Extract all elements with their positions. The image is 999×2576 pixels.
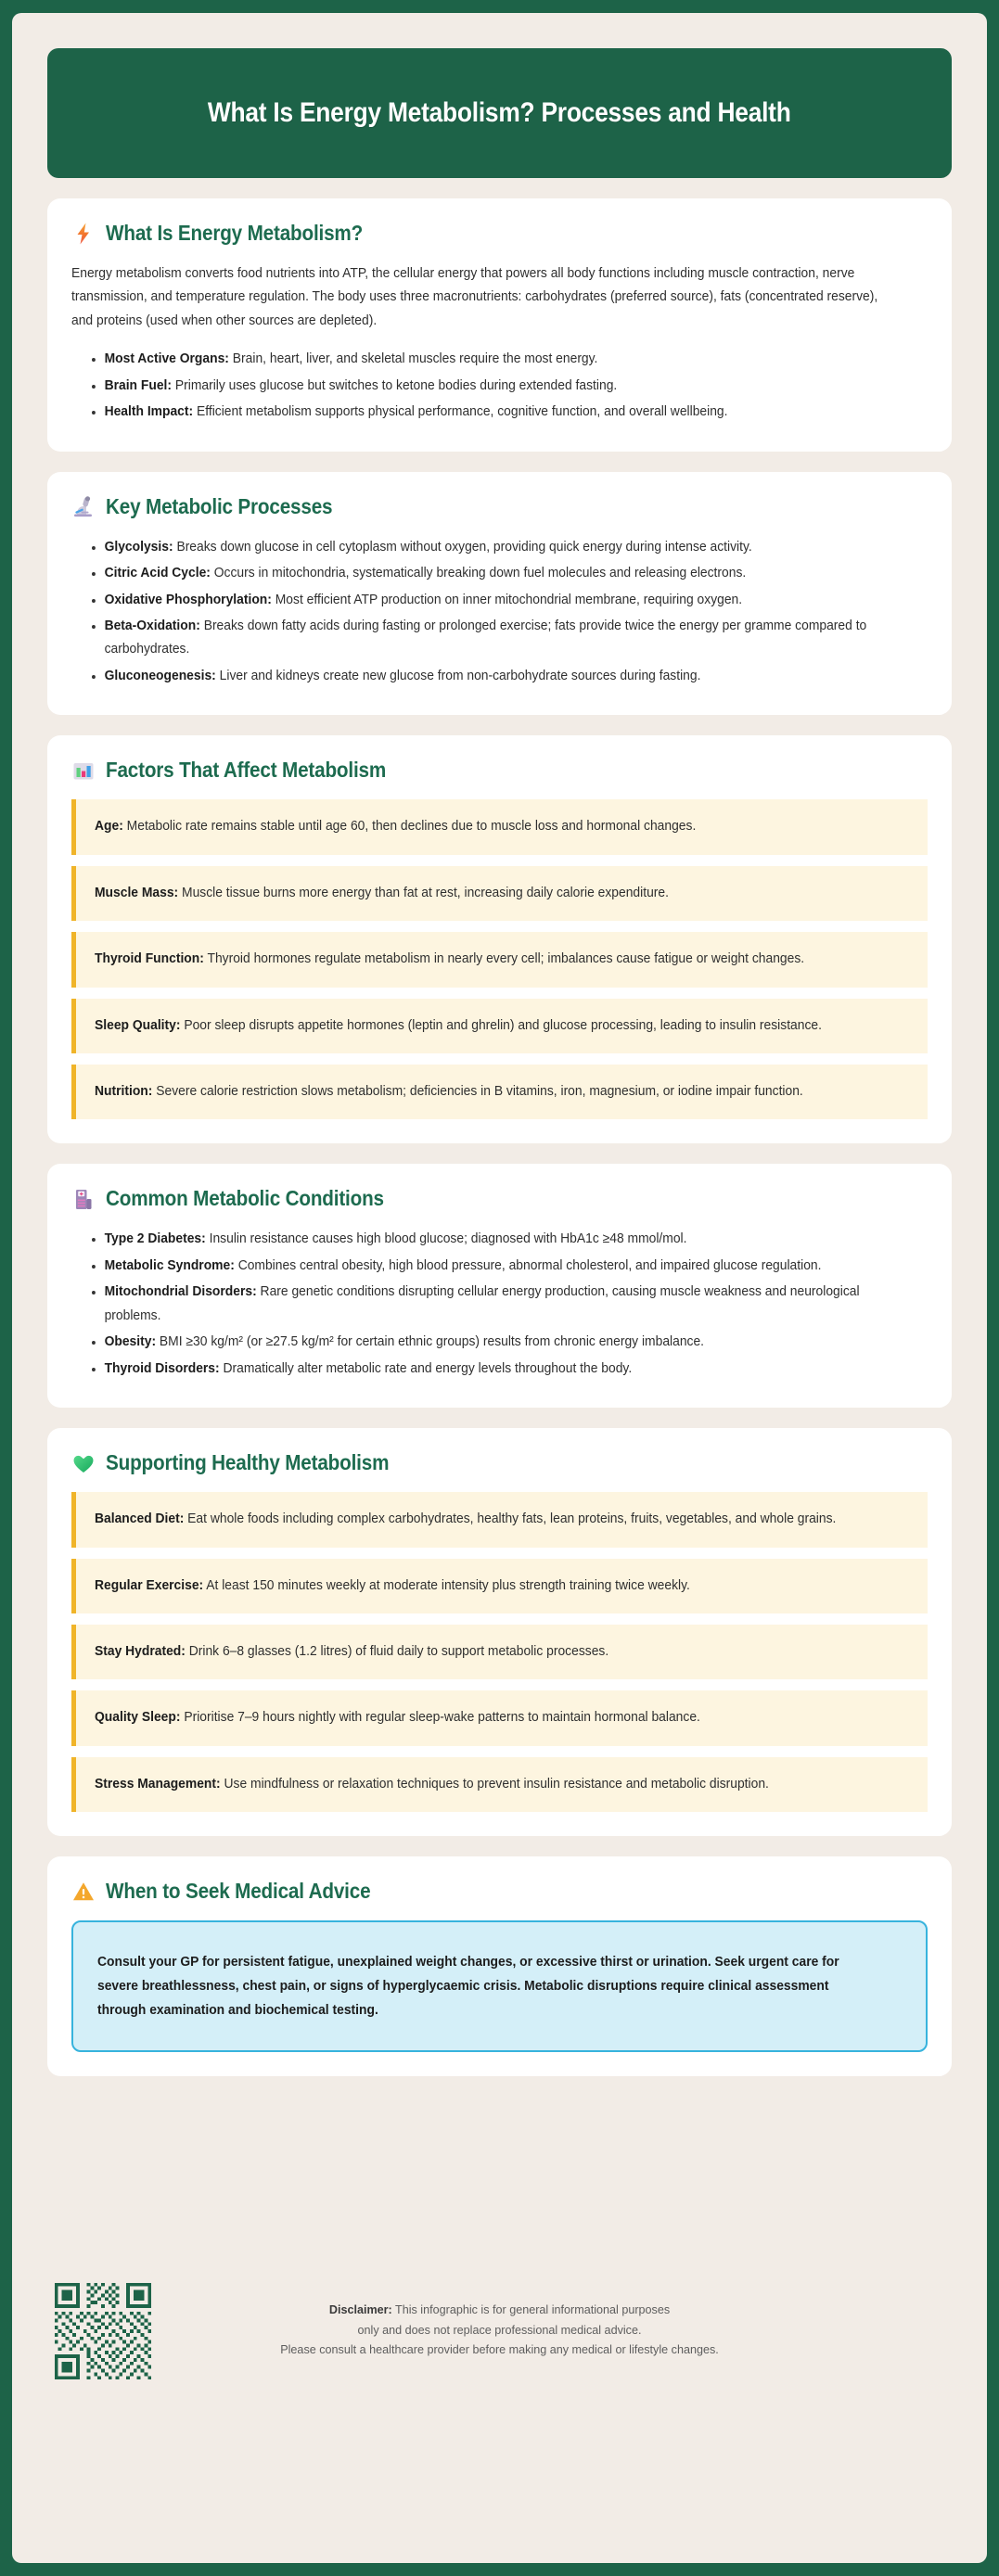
highlight-lead: Thyroid Function: bbox=[95, 951, 204, 967]
disclaimer-lead: Disclaimer: bbox=[328, 2303, 392, 2317]
highlight-lead: Sleep Quality: bbox=[95, 1017, 181, 1033]
bullet-lead: Obesity: bbox=[104, 1334, 157, 1350]
alert-text: Consult your GP for persistent fatigue, unexplained weight changes, or excessive thirst or urination. Seek urgent care for severe breathlessness, chest pain, or signs of hyperglycaemic crisis. Metabolic disruptions require clinical assessment through examination and biochemical testing. bbox=[97, 1955, 839, 2019]
highlight-lead: Stay Hydrated: bbox=[95, 1643, 186, 1659]
section-what-is-energy-metabolism bbox=[47, 198, 952, 452]
bullet-lead: Mitochondrial Disorders: bbox=[104, 1284, 257, 1300]
highlight-card bbox=[71, 866, 928, 921]
bullet-lead: Oxidative Phosphorylation: bbox=[104, 592, 272, 607]
bullet-text: Combines central obesity, high blood pressure, abnormal cholesterol, and impaired glucose regulation. bbox=[234, 1257, 822, 1273]
bullet-text: Rare genetic conditions disrupting cellular energy production, causing muscle weakness and neurological problems. bbox=[104, 1284, 860, 1323]
green-heart-icon bbox=[71, 1451, 96, 1475]
bullet-text: Brain, heart, liver, and skeletal muscles require the most energy. bbox=[228, 351, 598, 367]
highlight-text: Poor sleep disrupts appetite hormones (leptin and ghrelin) and glucose processing, leading to insulin resistance. bbox=[180, 1017, 822, 1033]
list-item bbox=[92, 1331, 903, 1354]
list-item bbox=[92, 665, 903, 688]
bullet-lead: Thyroid Disorders: bbox=[104, 1360, 220, 1376]
highlight-card bbox=[71, 1559, 928, 1613]
highlight-card bbox=[71, 932, 928, 987]
section-header bbox=[71, 494, 928, 519]
section-title: Factors That Affect Metabolism bbox=[106, 758, 387, 783]
section-title: When to Seek Medical Advice bbox=[106, 1879, 371, 1904]
highlight-text: Severe calorie restriction slows metabolism; deficiencies in B vitamins, iron, magnesium, or iodine impair function. bbox=[152, 1084, 803, 1099]
section-title: Key Metabolic Processes bbox=[106, 493, 333, 518]
highlight-lead: Stress Management: bbox=[95, 1776, 221, 1792]
highlight-card bbox=[71, 1065, 928, 1119]
section-title: Common Metabolic Conditions bbox=[106, 1186, 384, 1211]
bullet-text: Insulin resistance causes high blood glucose; diagnosed with HbA1c ≥48 mmol/mol. bbox=[205, 1231, 687, 1247]
highlight-lead: Balanced Diet: bbox=[95, 1511, 185, 1527]
section-factors-that-affect-metabolism bbox=[47, 735, 952, 1143]
list-item bbox=[92, 1228, 903, 1251]
list-item bbox=[92, 375, 903, 398]
bullet-text: Primarily uses glucose but switches to ketone bodies during extended fasting. bbox=[172, 377, 618, 393]
disclaimer-line-1 bbox=[159, 2301, 840, 2321]
bullet-text: Breaks down glucose in cell cytoplasm without oxygen, providing quick energy during intense activity. bbox=[173, 539, 752, 555]
list-item bbox=[92, 536, 903, 559]
hospital-icon bbox=[71, 1187, 96, 1211]
bullet-lead: Health Impact: bbox=[104, 404, 194, 420]
list-item bbox=[92, 348, 903, 371]
bullet-lead: Glycolysis: bbox=[104, 539, 173, 555]
disclaimer bbox=[47, 2301, 952, 2361]
highlight-lead: Nutrition: bbox=[95, 1084, 153, 1099]
lightning-bolt-icon bbox=[71, 222, 96, 246]
warning-triangle-icon bbox=[71, 1880, 96, 1904]
highlight-lead: Age: bbox=[95, 819, 123, 835]
bar-chart-icon bbox=[71, 759, 96, 783]
microscope-icon bbox=[71, 494, 96, 518]
section-header bbox=[71, 1186, 928, 1211]
section-header bbox=[71, 758, 928, 783]
bullet-text: Most efficient ATP production on inner mitochondrial membrane, requiring oxygen. bbox=[271, 592, 743, 607]
section-header bbox=[71, 1450, 928, 1475]
section-title: Supporting Healthy Metabolism bbox=[106, 1450, 390, 1475]
section-key-metabolic-processes bbox=[47, 472, 952, 716]
highlight-card bbox=[71, 1690, 928, 1745]
bullet-list bbox=[71, 348, 928, 424]
list-item bbox=[92, 562, 903, 585]
highlight-text: Metabolic rate remains stable until age 60, then declines due to muscle loss and hormonal changes. bbox=[122, 819, 697, 835]
highlight-lead: Regular Exercise: bbox=[95, 1577, 204, 1593]
list-item bbox=[92, 1281, 903, 1328]
bullet-lead: Brain Fuel: bbox=[104, 377, 173, 393]
highlight-lead: Muscle Mass: bbox=[95, 885, 179, 900]
list-item bbox=[92, 589, 903, 612]
highlight-card bbox=[71, 1757, 928, 1812]
section-title: What Is Energy Metabolism? bbox=[106, 221, 364, 245]
highlight-card bbox=[71, 1625, 928, 1679]
highlight-text: Muscle tissue burns more energy than fat at rest, increasing daily calorie expenditure. bbox=[178, 885, 669, 900]
page-title: What Is Energy Metabolism? Processes and Health bbox=[208, 97, 791, 128]
disclaimer-text-1: This infographic is for general informational purposes bbox=[391, 2303, 671, 2317]
bullet-lead: Metabolic Syndrome: bbox=[104, 1257, 235, 1273]
highlight-card bbox=[71, 999, 928, 1053]
section-when-to-seek-medical-advice bbox=[47, 1856, 952, 2076]
bullet-lead: Gluconeogenesis: bbox=[104, 668, 216, 683]
highlight-lead: Quality Sleep: bbox=[95, 1710, 181, 1726]
header-banner bbox=[47, 48, 952, 178]
section-supporting-healthy-metabolism bbox=[47, 1428, 952, 1836]
highlight-text: At least 150 minutes weekly at moderate intensity plus strength training twice weekly. bbox=[203, 1577, 690, 1593]
highlight-text: Use mindfulness or relaxation techniques to prevent insulin resistance and metabolic disruption. bbox=[220, 1776, 769, 1792]
bullet-text: Occurs in mitochondria, systematically breaking down fuel molecules and releasing electrons. bbox=[210, 566, 747, 581]
highlight-card bbox=[71, 799, 928, 854]
bullet-text: Efficient metabolism supports physical performance, cognitive function, and overall wellbeing. bbox=[193, 404, 728, 420]
disclaimer-line-3: Please consult a healthcare provider before making any medical or lifestyle changes. bbox=[280, 2343, 719, 2357]
highlight-text: Thyroid hormones regulate metabolism in nearly every cell; imbalances cause fatigue or weight changes. bbox=[203, 951, 805, 967]
bullet-lead: Citric Acid Cycle: bbox=[104, 566, 211, 581]
bullet-lead: Beta-Oxidation: bbox=[104, 618, 200, 633]
page-inner bbox=[12, 13, 987, 2563]
bullet-text: BMI ≥30 kg/m² (or ≥27.5 kg/m² for certain ethnic groups) results from chronic energy imbalance. bbox=[156, 1334, 705, 1350]
highlight-text: Drink 6–8 glasses (1.2 litres) of fluid daily to support metabolic processes. bbox=[185, 1643, 609, 1659]
bullet-list bbox=[71, 536, 928, 689]
disclaimer-line-2: only and does not replace professional medical advice. bbox=[357, 2323, 642, 2337]
footer bbox=[47, 2102, 952, 2563]
highlight-text: Eat whole foods including complex carbohydrates, healthy fats, lean proteins, fruits, vegetables, and whole grains. bbox=[184, 1511, 837, 1527]
list-item bbox=[92, 615, 903, 662]
intro-paragraph: Energy metabolism converts food nutrients into ATP, the cellular energy that powers all body functions including muscle contraction, nerve transmission, and temperature regulation. The body uses three macronutrients: carbohydrates (preferred source), fats (concentrated reserve), and proteins (used when other sources are depleted). bbox=[71, 266, 878, 328]
bullet-lead: Most Active Organs: bbox=[104, 351, 229, 367]
bullet-lead: Type 2 Diabetes: bbox=[104, 1231, 206, 1247]
section-header bbox=[71, 221, 928, 246]
bullet-text: Liver and kidneys create new glucose from non-carbohydrate sources during fasting. bbox=[215, 668, 701, 683]
section-header bbox=[71, 1879, 928, 1904]
list-item bbox=[92, 1358, 903, 1381]
highlight-card bbox=[71, 1492, 928, 1547]
section-common-metabolic-conditions bbox=[47, 1164, 952, 1408]
bullet-list bbox=[71, 1228, 928, 1381]
list-item bbox=[92, 1255, 903, 1278]
list-item bbox=[92, 401, 903, 424]
bullet-text: Dramatically alter metabolic rate and energy levels throughout the body. bbox=[219, 1360, 633, 1376]
bullet-text: Breaks down fatty acids during fasting or prolonged exercise; fats provide twice the energy per gramme compared to carbohydrates. bbox=[104, 618, 867, 657]
highlight-text: Prioritise 7–9 hours nightly with regular sleep-wake patterns to maintain hormonal balance. bbox=[180, 1710, 700, 1726]
medical-advice-alert bbox=[71, 1920, 928, 2052]
